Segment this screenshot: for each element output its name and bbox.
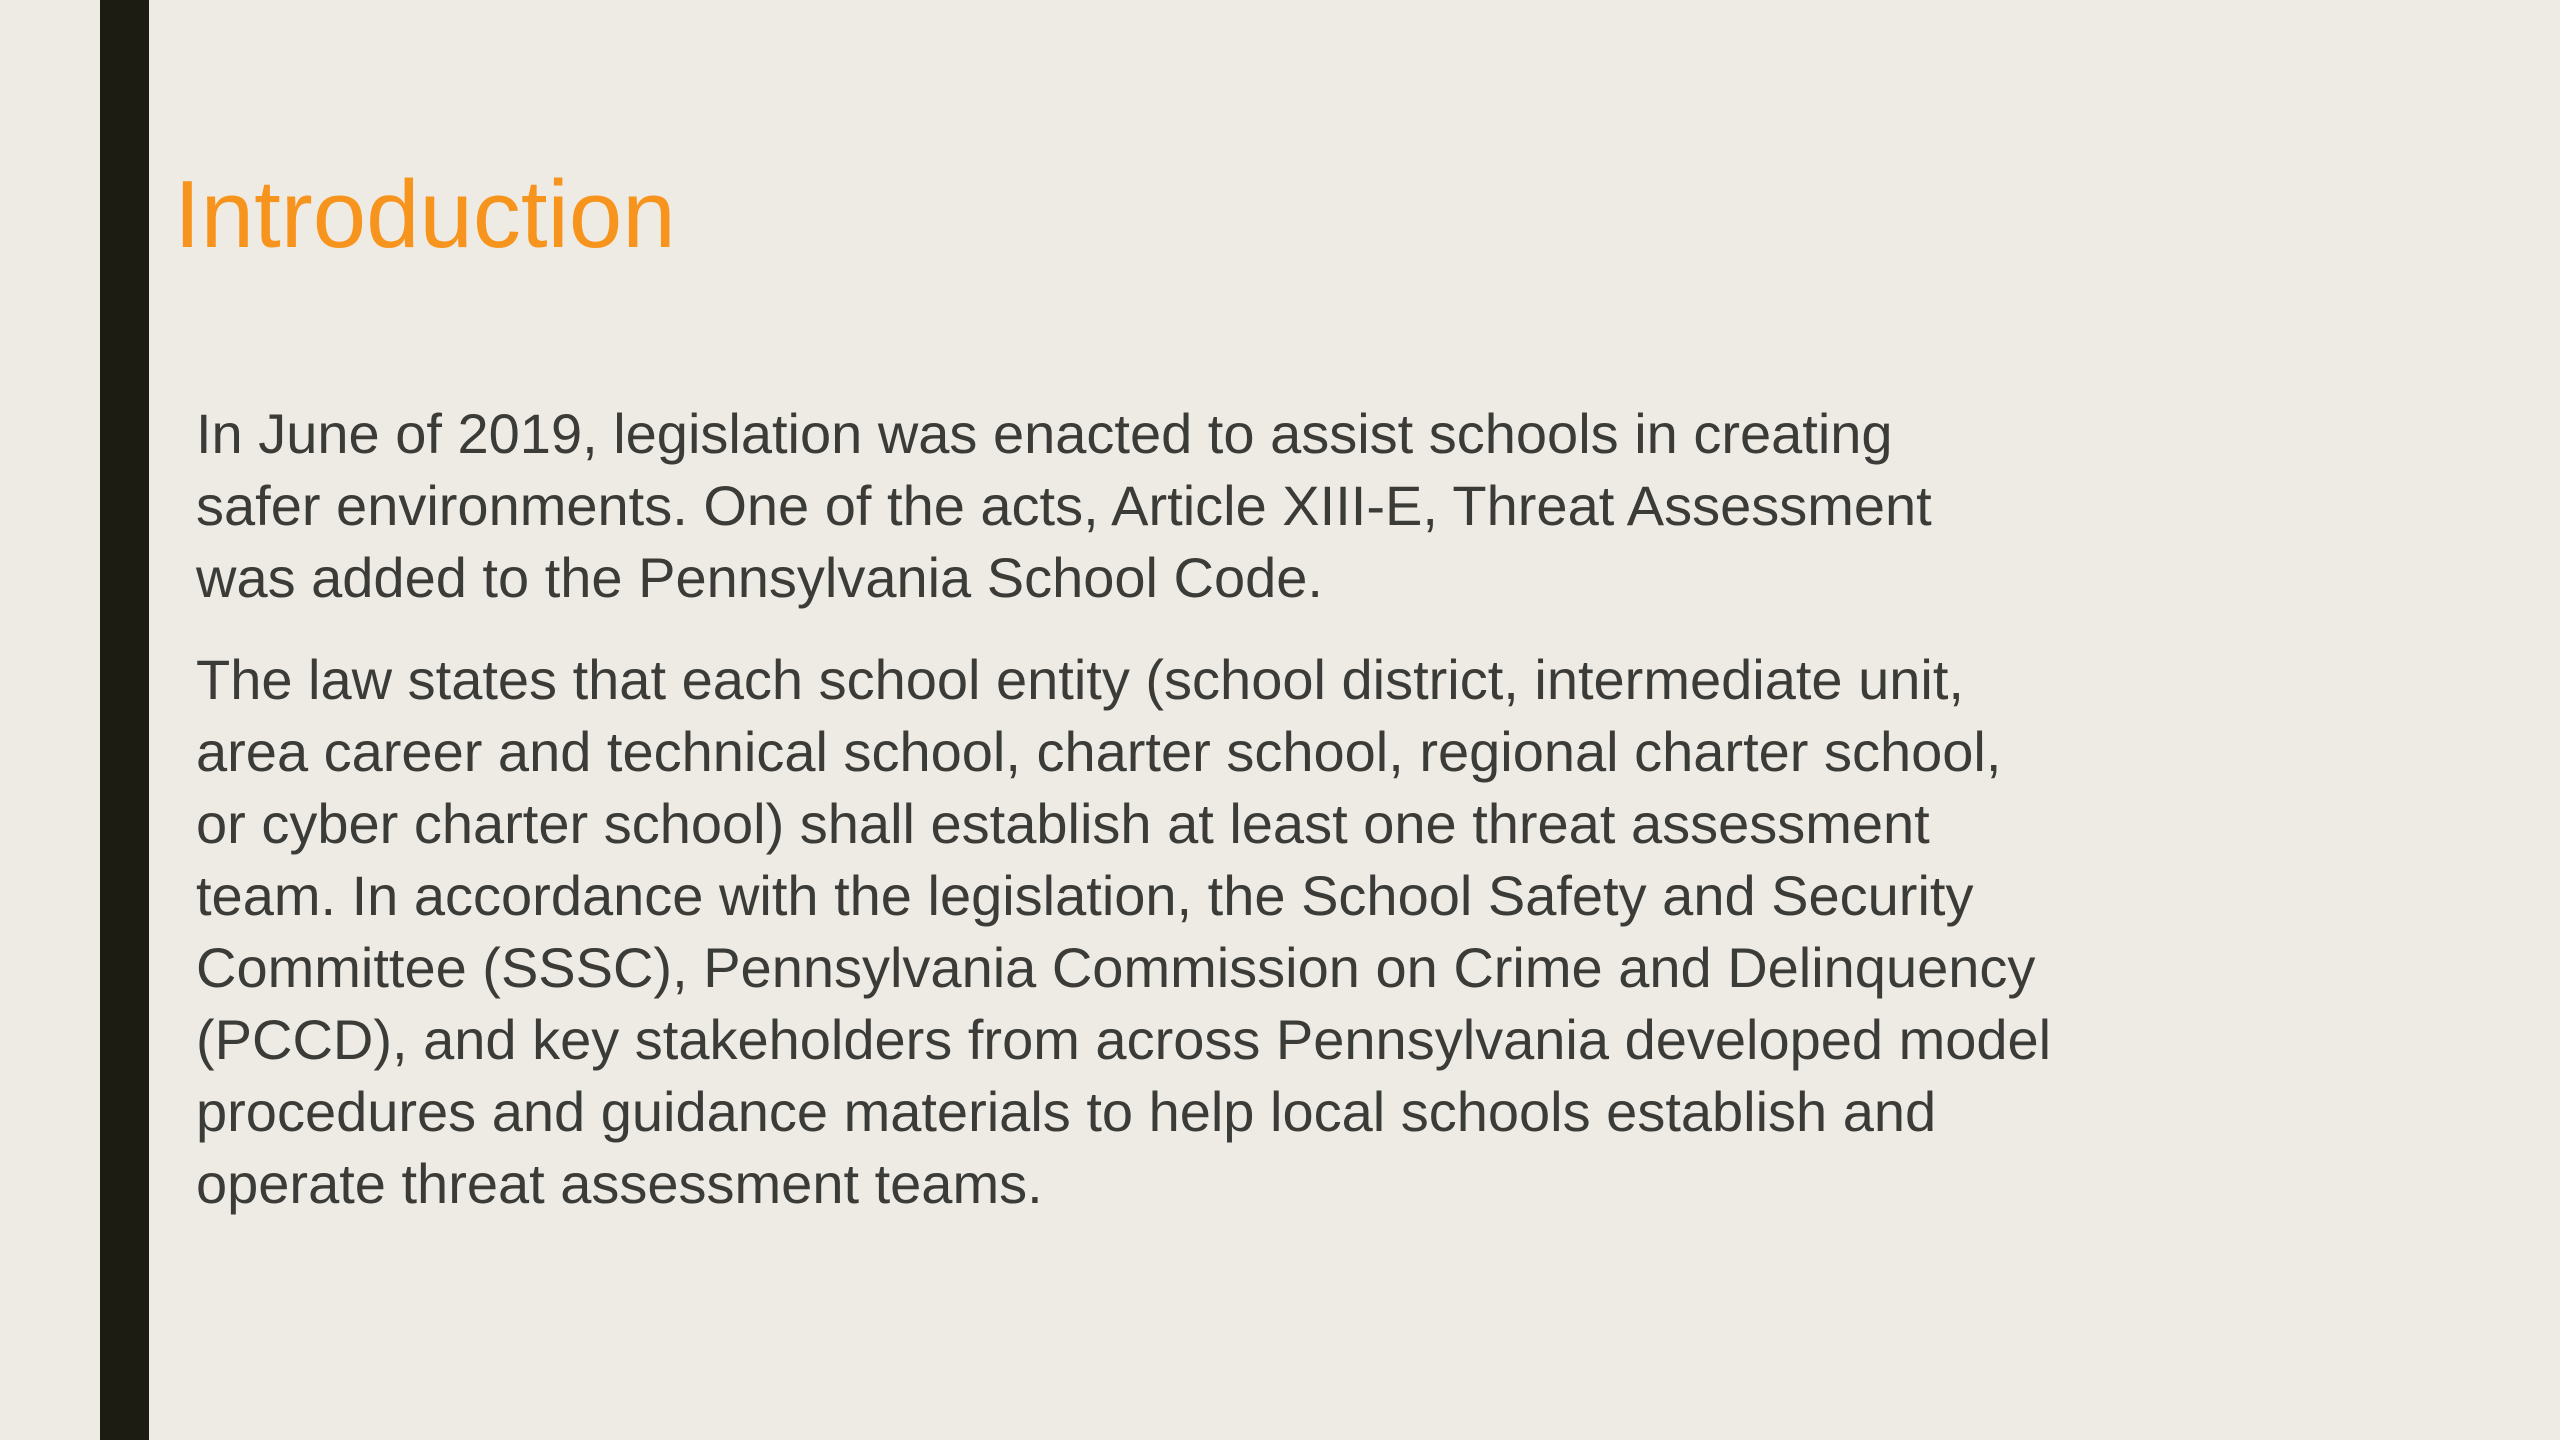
slide-title: Introduction [174, 161, 676, 268]
slide-body [196, 398, 2256, 1250]
accent-bar [100, 0, 149, 1440]
paragraph-intro: In June of 2019, legislation was enacted to assist schools in creating safer environments. One of the acts, Article XIII-E, Threat Assessment was added to the Pennsylvania School Code. [196, 402, 1932, 609]
paragraph-law: The law states that each school entity (school district, intermediate unit, area career and technical school, charter school, regional charter school, or cyber charter school) shall establish at least one threat assessment team. In accordance with the legislation, the School Safety and Security Committee (SSSC), Pennsylvania Commission on Crime and Delinquency (PCCD), and key stakeholders from across Pennsylvania developed model procedures and guidance materials to help local schools establish and operate threat assessment teams. [196, 648, 2052, 1215]
